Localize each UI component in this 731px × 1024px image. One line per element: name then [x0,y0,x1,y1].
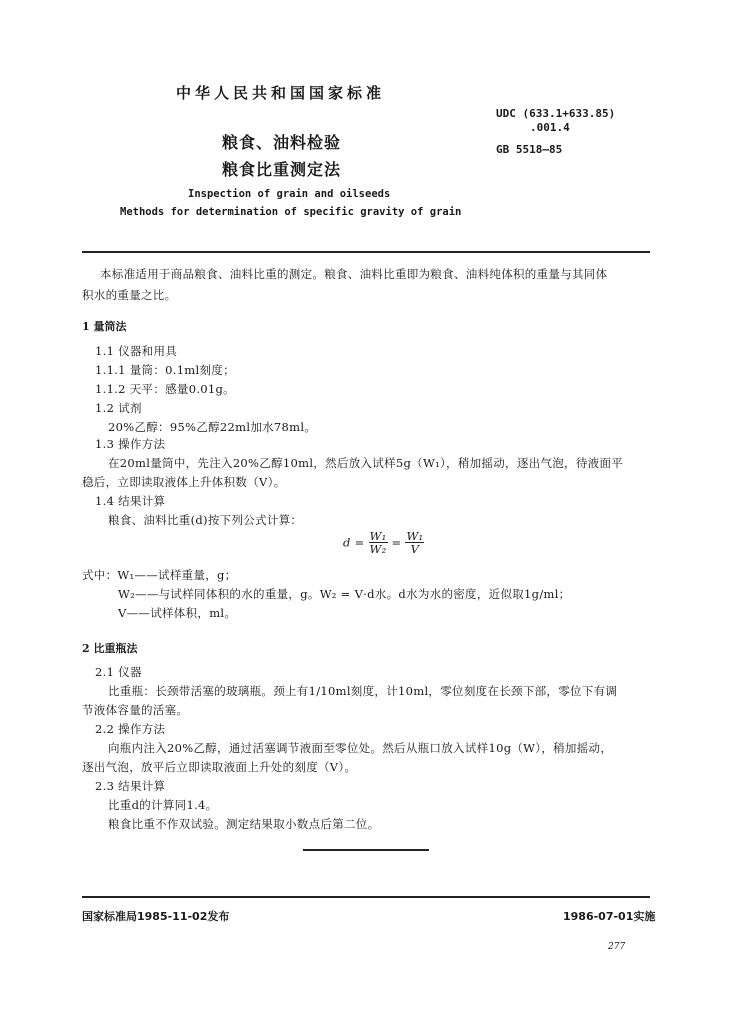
clause-2-1: 2.1 仪器 [95,665,142,679]
udc-code-sub: .001.4 [530,121,570,134]
intro-line2: 积水的重量之比。 [82,288,177,302]
end-rule [303,849,429,851]
english-title-line1: Inspection of grain and oilseeds [188,188,391,200]
reagent-text: 20%乙醇：95%乙醇22ml加水78ml。 [108,420,317,434]
section1-heading: 1 量筒法 [82,320,127,333]
instrument-line1: 比重瓶：长颈带活塞的玻璃瓶。颈上有1/10ml刻度，计10ml，零位刻度在长颈下部，零位下有调 [108,684,618,698]
udc-code: UDC (633.1+633.85) [496,107,616,120]
clause-1-2: 1.2 试剂 [95,401,142,415]
formula-equals: = [391,535,402,550]
formula-lhs: d = [343,535,365,550]
operation2-line2: 逐出气泡，放平后立即读取液面上升处的刻度（V）。 [82,760,357,774]
formula-denominator-1: W₂ [369,542,387,556]
calculation-intro: 粮食、油料比重(d)按下列公式计算： [108,513,303,527]
effective-date: 1986-07-01实施 [563,910,656,923]
clause-1-1-1: 1.1.1 量筒：0.1ml刻度； [95,363,235,377]
operation-line2: 稳后，立即读取液体上升体积数（V）。 [82,475,286,489]
header-divider [82,251,650,253]
issue-date: 国家标准局1985-11-02发布 [82,910,230,923]
english-title-line2: Methods for determination of specific gravity of grain [120,206,462,218]
formula-numerator-2: W₁ [406,529,424,543]
formula-fraction-1 [369,530,388,555]
clause-2-3: 2.3 结果计算 [95,779,166,793]
section2-heading: 2 比重瓶法 [82,642,138,655]
gb-code: GB 5518—85 [496,143,563,156]
clause-1-1: 1.1 仪器和用具 [95,344,178,358]
calc2-line1: 比重d的计算同1.4。 [108,798,218,812]
clause-1-4: 1.4 结果计算 [95,494,166,508]
operation2-line1: 向瓶内注入20%乙醇，通过活塞调节液面至零位处。然后从瓶口放入试样10g（W），稍加摇动， [108,741,613,755]
formula-fraction-2 [405,530,424,555]
intro-line1: 本标准适用于商品粮食、油料比重的测定。粮食、油料比重即为粮食、油料纯体积的重量与其同体 [100,267,608,281]
formula-numerator-1: W₁ [369,529,387,543]
footer-divider [82,896,650,898]
instrument-line2: 节液体容量的活塞。 [82,703,189,717]
where-line3: V——试样体积，ml。 [118,606,237,620]
where-line1: 式中：W₁——试样重量，g； [82,568,237,582]
clause-2-2: 2.2 操作方法 [95,722,166,736]
calc2-line2: 粮食比重不作双试验。测定结果取小数点后第二位。 [108,817,380,831]
operation-line1: 在20ml量筒中，先注入20%乙醇10ml，然后放入试样5g（W₁），稍加摇动，逐出气泡，待液面平 [108,456,624,470]
formula-denominator-2: V [410,542,420,556]
formula [343,530,424,555]
page-title-line1: 粮食、油料检验 [222,133,342,152]
page-title-line2: 粮食比重测定法 [222,160,342,179]
clause-1-1-2: 1.1.2 天平：感量0.01g。 [95,382,235,396]
where-line2: W₂——与试样同体积的水的重量，g。W₂ = V·d水。d水为水的密度，近似取1g/ml； [118,587,571,601]
clause-1-3: 1.3 操作方法 [95,437,166,451]
page-number: 277 [608,942,626,952]
standard-title: 中华人民共和国国家标准 [176,84,386,102]
